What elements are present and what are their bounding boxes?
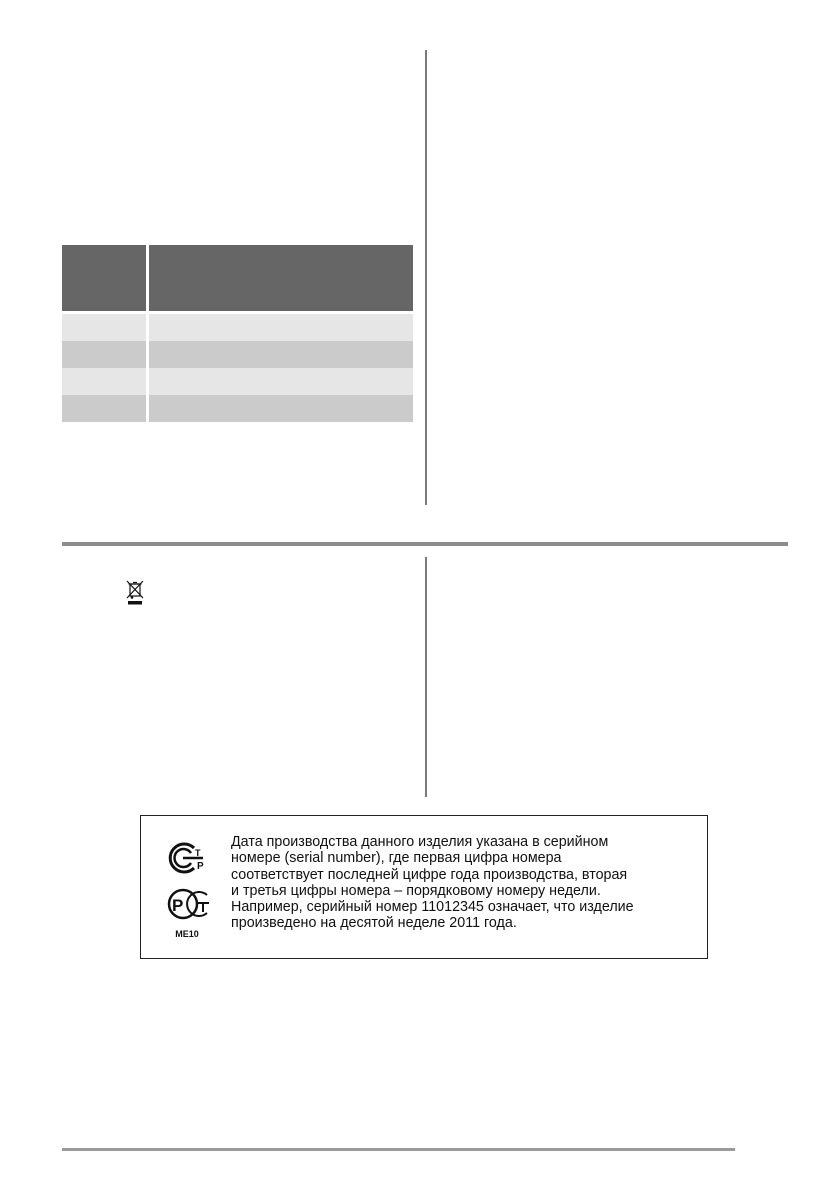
table-row (62, 314, 413, 341)
table-header-cell-1 (62, 245, 149, 311)
table-cell (149, 368, 413, 395)
certification-notice-box (140, 815, 708, 959)
data-table (62, 245, 413, 422)
notice-line: произведено на десятой неделе 2011 года. (231, 915, 517, 932)
notice-line: номере (serial number), где первая цифра номера (231, 850, 562, 867)
table-cell (149, 314, 413, 341)
column-divider-bottom (425, 557, 427, 797)
notice-line: Например, серийный номер 11012345 означает, что изделие (231, 899, 634, 916)
table-cell (62, 368, 149, 395)
table-cell (149, 395, 413, 422)
table-header (62, 245, 413, 311)
crossed-out-wheelie-bin-icon (125, 580, 145, 606)
table-cell (62, 314, 149, 341)
footer-rule (62, 1148, 735, 1151)
table-row (62, 368, 413, 395)
production-date-notice (231, 834, 699, 932)
svg-text:Т: Т (195, 848, 201, 858)
notice-line: соответствует последней цифре года производства, вторая (231, 866, 628, 883)
section-divider (62, 542, 788, 546)
table-header-cell-2 (149, 245, 413, 311)
gost-r-pct-mark-icon (163, 884, 211, 924)
eac-tr-mark-icon (163, 838, 211, 878)
table-cell (149, 341, 413, 368)
table-cell (62, 395, 149, 422)
column-divider-top (425, 50, 427, 505)
notice-line: и третья цифры номера – порядковому номеру недели. (231, 882, 601, 899)
svg-text:Р: Р (197, 861, 204, 872)
table-row (62, 395, 413, 422)
certification-code: ME10 (175, 929, 199, 939)
svg-text:Р: Р (172, 896, 184, 915)
notice-line: Дата производства данного изделия указана в серийном (231, 834, 609, 850)
table-row (62, 341, 413, 368)
table-cell (62, 341, 149, 368)
